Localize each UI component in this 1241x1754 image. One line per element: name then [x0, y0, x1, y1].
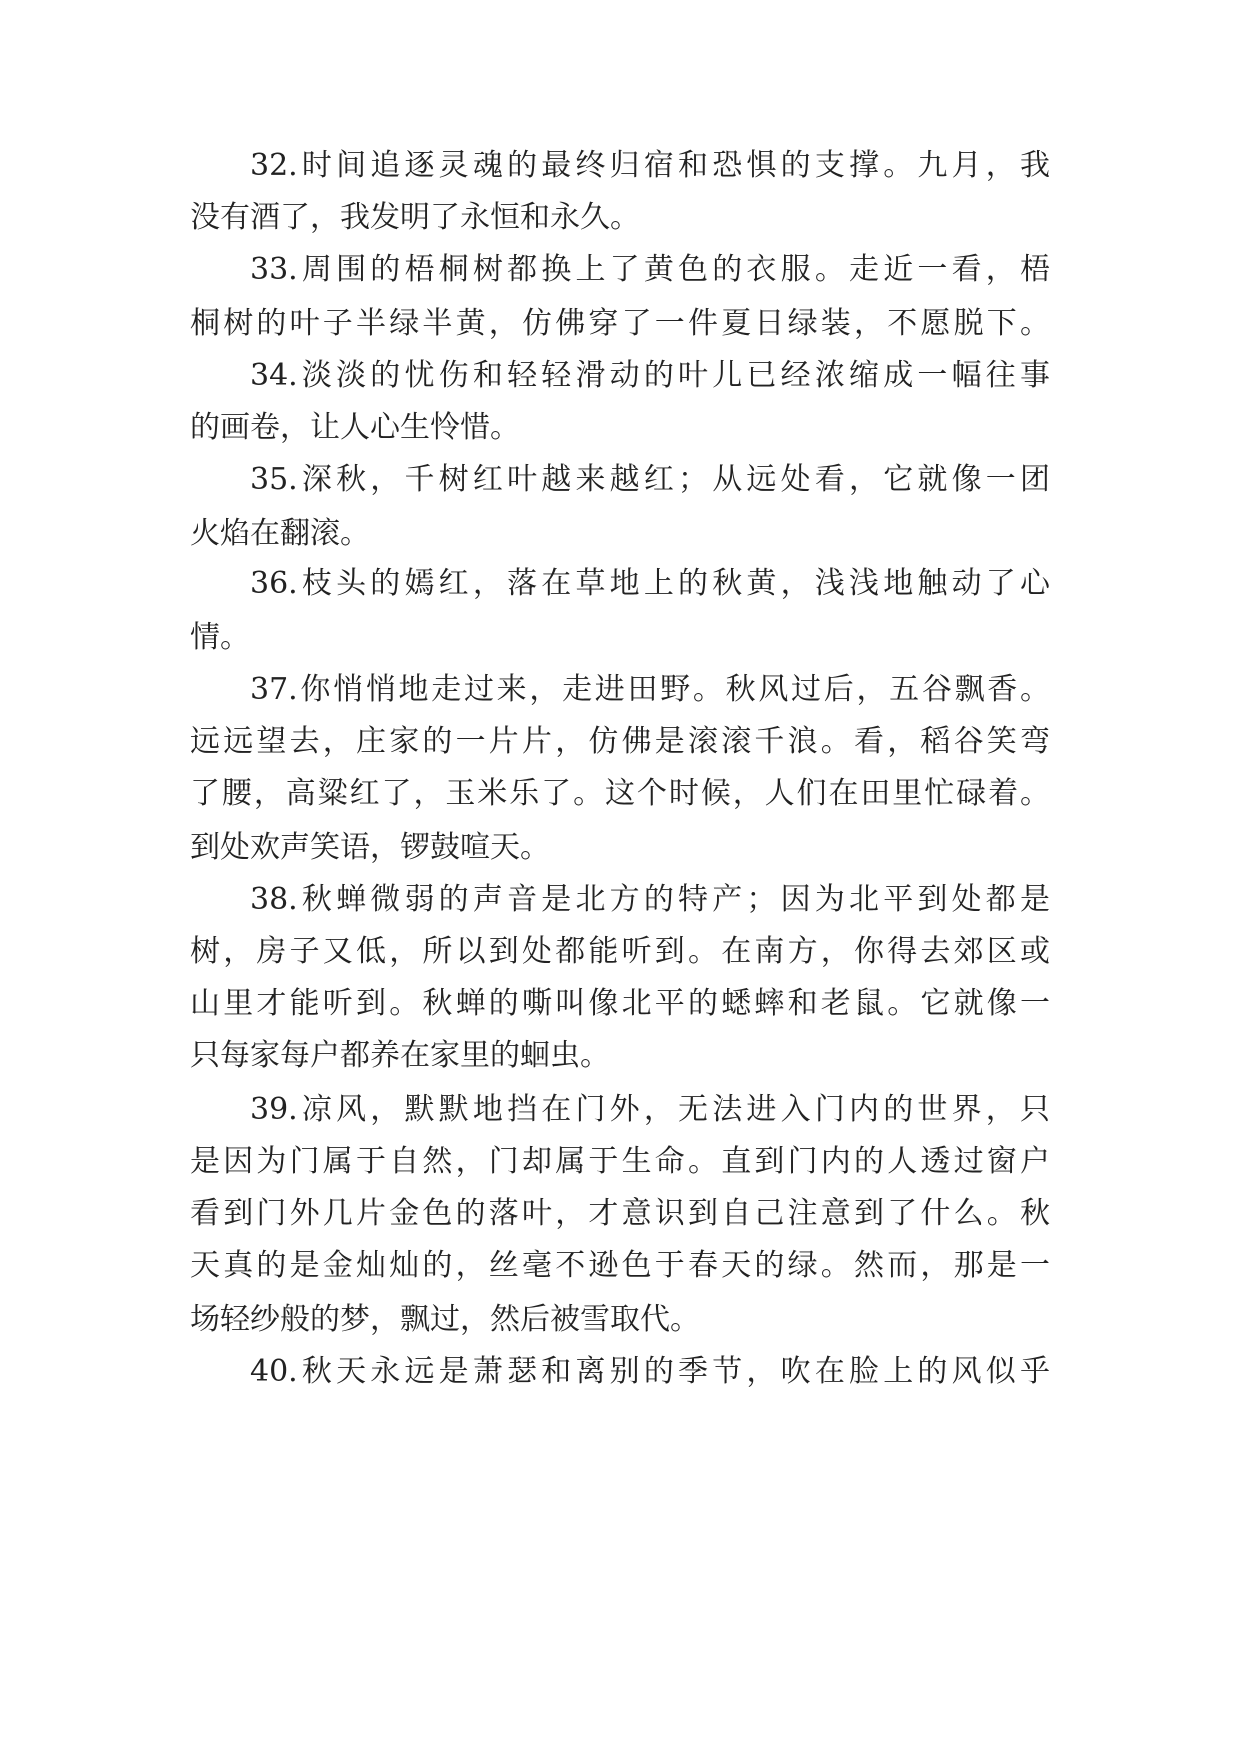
- text-line: 是因为门属于自然，门却属于生命。直到门内的人透过窗户: [190, 1144, 1050, 1179]
- text-line: 37.你悄悄地走过来，走进田野。秋风过后，五谷飘香。: [250, 672, 1050, 707]
- text-line: 远远望去，庄家的一片片，仿佛是滚滚千浪。看，稻谷笑弯: [190, 724, 1050, 759]
- text-line: 的画卷，让人心生怜惜。: [190, 410, 520, 445]
- text-line: 了腰，高粱红了，玉米乐了。这个时候，人们在田里忙碌着。: [190, 776, 1050, 811]
- text-line: 34.淡淡的忧伤和轻轻滑动的叶儿已经浓缩成一幅往事: [250, 358, 1050, 393]
- text-line: 35.深秋，千树红叶越来越红；从远处看，它就像一团: [250, 462, 1050, 497]
- text-line: 没有酒了，我发明了永恒和永久。: [190, 200, 640, 235]
- text-line: 桐树的叶子半绿半黄，仿佛穿了一件夏日绿装，不愿脱下。: [190, 306, 1050, 341]
- text-line: 39.凉风，默默地挡在门外，无法进入门内的世界，只: [250, 1092, 1050, 1127]
- text-line: 38.秋蝉微弱的声音是北方的特产；因为北平到处都是: [250, 882, 1050, 917]
- text-line: 40.秋天永远是萧瑟和离别的季节，吹在脸上的风似乎: [250, 1354, 1050, 1389]
- text-line: 看到门外几片金色的落叶，才意识到自己注意到了什么。秋: [190, 1196, 1050, 1231]
- text-line: 32.时间追逐灵魂的最终归宿和恐惧的支撑。九月，我: [250, 148, 1050, 183]
- text-line: 36.枝头的嫣红，落在草地上的秋黄，浅浅地触动了心: [250, 566, 1050, 601]
- text-line: 到处欢声笑语，锣鼓喧天。: [190, 830, 550, 865]
- text-line: 天真的是金灿灿的，丝毫不逊色于春天的绿。然而，那是一: [190, 1248, 1050, 1283]
- text-line: 山里才能听到。秋蝉的嘶叫像北平的蟋蟀和老鼠。它就像一: [190, 986, 1050, 1021]
- text-line: 场轻纱般的梦，飘过，然后被雪取代。: [190, 1302, 700, 1337]
- text-line: 只每家每户都养在家里的蛔虫。: [190, 1038, 610, 1073]
- text-line: 火焰在翻滚。: [190, 516, 370, 551]
- text-line: 33.周围的梧桐树都换上了黄色的衣服。走近一看，梧: [250, 252, 1050, 287]
- text-line: 情。: [190, 620, 250, 655]
- text-line: 树，房子又低，所以到处都能听到。在南方，你得去郊区或: [190, 934, 1050, 969]
